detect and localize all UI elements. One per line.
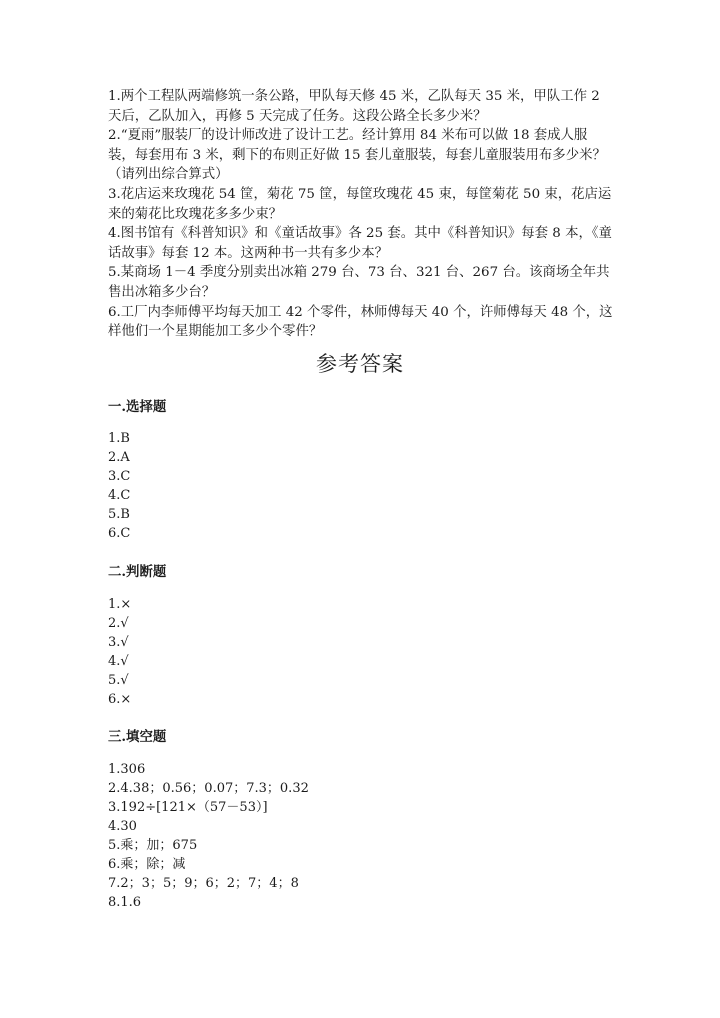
- answer-item: 6.C: [108, 526, 131, 541]
- problem-item: 3.花店运来玫瑰花 54 筐，菊花 75 筐，每筐玫瑰花 45 束，每筐菊花 50 束，花店运来的菊花比玫瑰花多多少束？: [108, 186, 612, 222]
- answer-list-judgment: [108, 595, 131, 709]
- answer-item: 1.B: [108, 431, 130, 446]
- answer-item: 5.B: [108, 507, 130, 522]
- word-problems: [108, 87, 613, 342]
- answer-item: 6.×: [108, 692, 132, 707]
- section-heading-choice: 一.选择题: [108, 399, 167, 415]
- answer-list-choice: [108, 429, 130, 543]
- problem-item: 6.工厂内李师傅平均每天加工 42 个零件，林师傅每天 40 个，许师傅每天 48 个，这样他们一个星期能加工多少个零件？: [108, 304, 613, 340]
- problem-item: 2.“夏雨”服装厂的设计师改进了设计工艺。经计算用 84 米布可以做 18 套成人服装，每套用布 3 米，剩下的布则正好做 15 套儿童服装，每套儿童服装用布多少米？（请列出综合算式）: [108, 128, 606, 183]
- problem-item: 1.两个工程队两端修筑一条公路，甲队每天修 45 米，乙队每天 35 米，甲队工作 2 天后，乙队加入，再修 5 天完成了任务。这段公路全长多少米？: [108, 89, 600, 124]
- answer-item: 3.192÷[121×（57－53）]: [108, 800, 268, 815]
- problem-item: 4.图书馆有《科普知识》和《童话故事》各 25 套。其中《科普知识》每套 8 本，《童话故事》每套 12 本。这两种书一共有多少本？: [108, 226, 612, 261]
- answer-item: 8.1.6: [108, 895, 142, 910]
- answer-item: 2.4.38；0.56；0.07；7.3；0.32: [108, 781, 309, 796]
- answer-item: 7.2；3；5；9；6；2；7；4；8: [108, 876, 299, 891]
- answer-item: 1.×: [108, 597, 132, 612]
- section-heading-fill-blank: 三.填空题: [108, 729, 167, 745]
- answer-item: 4.C: [108, 488, 131, 503]
- answer-item: 5.乘；加；675: [108, 838, 198, 853]
- answer-item: 2.A: [108, 450, 130, 465]
- answer-item: 5.√: [108, 673, 129, 688]
- answer-item: 6.乘；除；减: [108, 857, 186, 872]
- problem-item: 5.某商场 1－4 季度分别卖出冰箱 279 台、73 台、321 台、267 台。该商场全年共售出冰箱多少台？: [108, 265, 610, 300]
- answer-title: 参考答案: [316, 352, 404, 376]
- answer-item: 3.√: [108, 635, 129, 650]
- answer-item: 4.√: [108, 654, 129, 669]
- section-heading-judgment: 二.判断题: [108, 564, 167, 580]
- answer-list-fill-blank: [108, 760, 309, 912]
- answer-item: 1.306: [108, 762, 146, 777]
- answer-item: 4.30: [108, 819, 137, 834]
- answer-item: 3.C: [108, 469, 131, 484]
- answer-item: 2.√: [108, 616, 129, 631]
